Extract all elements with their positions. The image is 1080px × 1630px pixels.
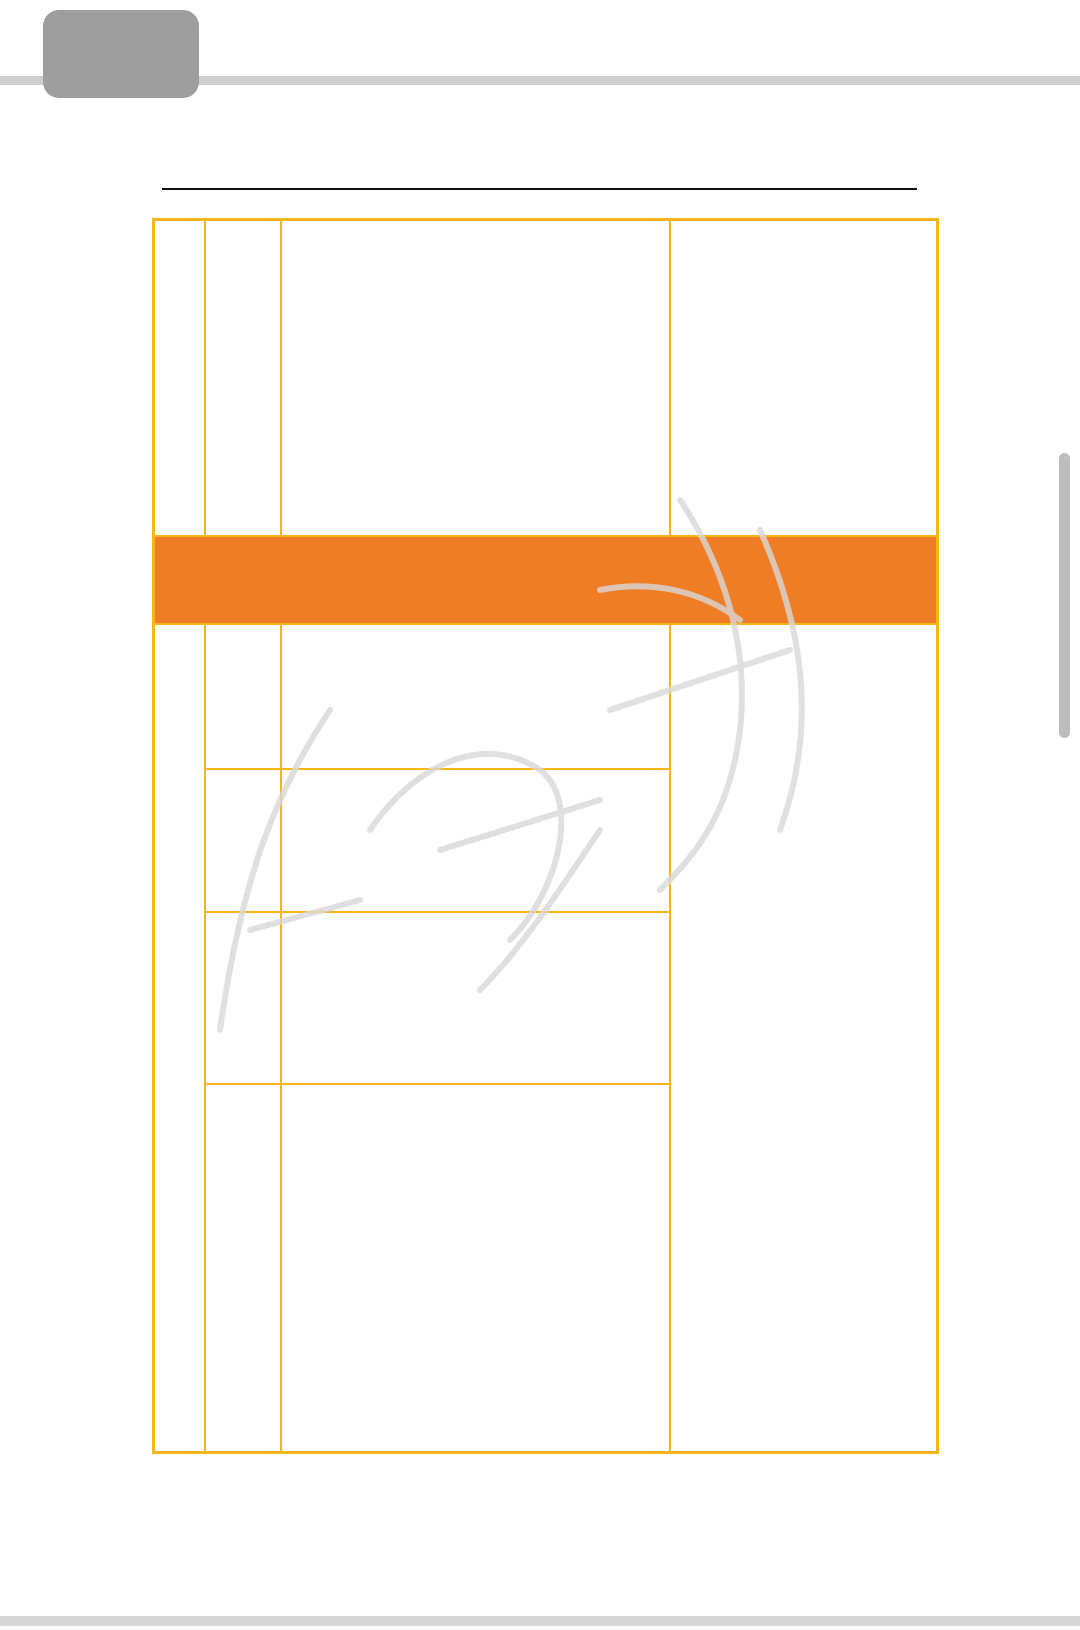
grid-line [204, 911, 671, 913]
header-rule [162, 188, 917, 190]
page-indicator [43, 10, 199, 98]
grid-line [204, 768, 671, 770]
grid-line [280, 221, 282, 535]
grid-line [204, 221, 206, 535]
scrollbar-thumb[interactable] [1059, 453, 1070, 738]
bottom-scroll-track [0, 1616, 1080, 1626]
grid-line [669, 625, 671, 1454]
curriculum-table [152, 218, 939, 1454]
grid-line [669, 221, 671, 535]
highlight-banner [155, 535, 936, 625]
grid-line [204, 1083, 671, 1085]
grid-line [280, 625, 282, 1454]
grid-line [204, 625, 206, 1454]
